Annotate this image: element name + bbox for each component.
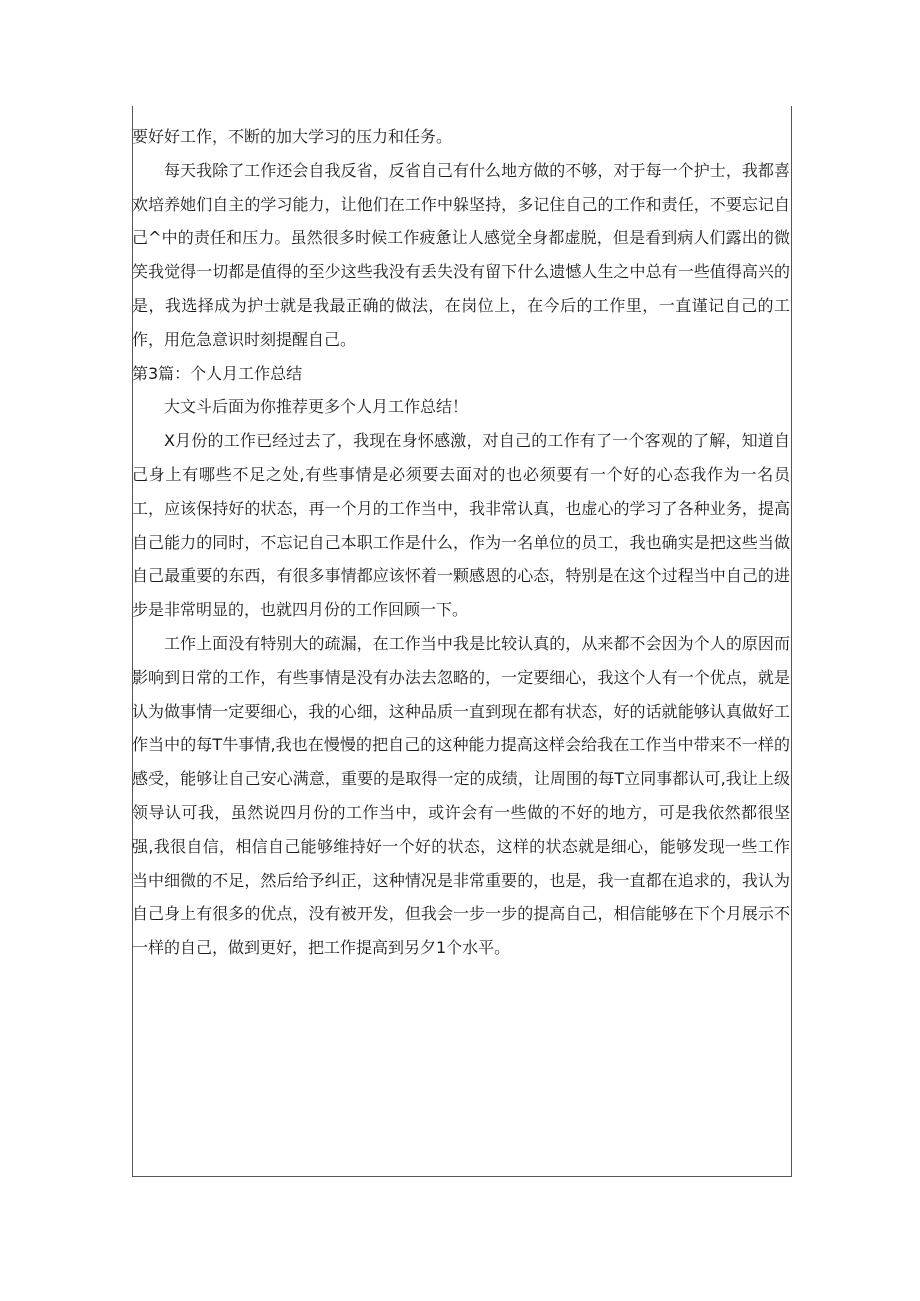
paragraph-5: 工作上面没有特别大的疏漏，在工作当中我是比较认真的，从来都不会因为个人的原因而影响到日常的工作，有些事情是没有办法去忽略的，一定要细心，我这个人有一个优点，就是认为做事情一定要细心，我的心细，这种品质一直到现在都有状态，好的话就能够认真做好工作当中的每T牛事情,我也在慢慢的把自己的这种能力提高这样会给我在工作当中带来不一样的感受，能够让自己安心满意，重要的是取得一定的成绩，让周围的每T立同事都认可,我让上级领导认可我，虽然说四月份的工作当中，或许会有一些做的不好的地方，可是我依然都很坚强,我很自信，相信自己能够维持好一个好的状态，这样的状态就是细心，能够发现一些工作当中细微的不足，然后给予纠正，这种情况是非常重要的，也是，我一直都在追求的，我认为自己身上有很多的优点，没有被开发，但我会一步一步的提高自己，相信能够在下个月展示不一样的自己，做到更好，把工作提高到另夕1个水平。: [132, 633, 790, 958]
paragraph-2: 每天我除了工作还会自我反省，反省自己有什么地方做的不够，对于每一个护士，我都喜欢培养她们自主的学习能力，让他们在工作中躲坚持，多记住自己的工作和责任，不要忘记自己^中的责任和压力。虽然很多时候工作疲惫让人感觉全身都虚脱，但是看到病人们露出的微笑我觉得一切都是值得的至少这些我没有丢失没有留下什么遗憾人生之中总有一些值得高兴的是，我选择成为护士就是我最正确的做法，在岗位上，在今后的工作里，一直谨记自己的工作，用危急意识时刻提醒自己。: [132, 160, 790, 349]
section-heading: 第3篇：个人月工作总结: [132, 363, 303, 383]
document-body: [132, 120, 790, 965]
paragraph-1: 要好好工作，不断的加大学习的压力和任务。: [132, 127, 453, 146]
paragraph-3: 大文斗后面为你推荐更多个人月工作总结！: [164, 397, 469, 417]
paragraph-4: X月份的工作已经过去了，我现在身怀感激，对自己的工作有了一个客观的了解，知道自己身上有哪些不足之处,有些事情是必须要去面对的也必须要有一个好的心态我作为一名员工，应该保持好的状态，再一个月的工作当中，我非常认真，也虚心的学习了各种业务，提高自己能力的同时，不忘记自己本职工作是什么，作为一名单位的员工，我也确实是把这些当做自己最重要的东西，有很多事情都应该怀着一颗感恩的心态，特别是在这个过程当中自己的进步是非常明显的，也就四月份的工作回顾一下。: [132, 431, 790, 620]
